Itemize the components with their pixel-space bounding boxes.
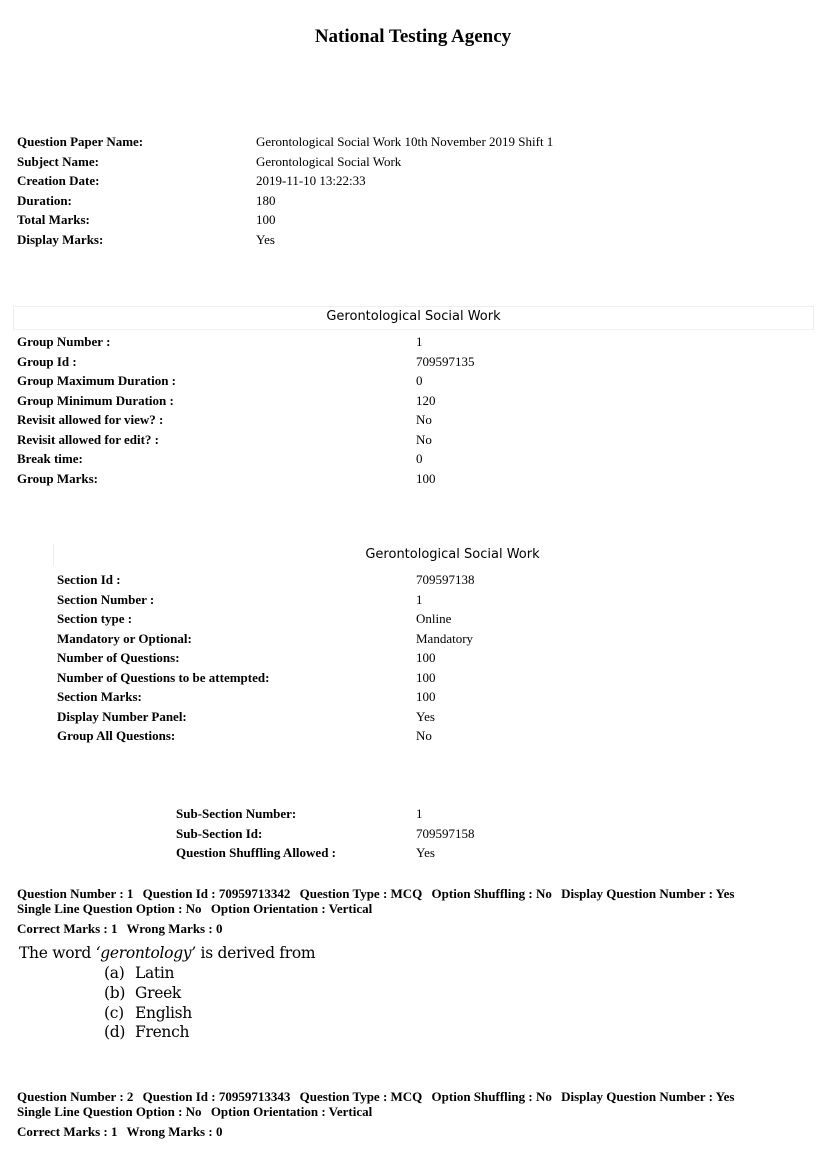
- section-info-row: [57, 629, 475, 649]
- group-info-row: [17, 410, 475, 430]
- option-item: [104, 964, 192, 984]
- section-info-row: [57, 668, 475, 688]
- field-value: 0: [416, 451, 423, 466]
- option-orientation: Option Orientation : Vertical: [210, 1104, 373, 1119]
- option-text: English: [135, 1003, 192, 1022]
- question-type: Question Type : MCQ: [299, 1089, 423, 1104]
- group-heading: Gerontological Social Work: [326, 309, 501, 324]
- field-label: Number of Questions:: [57, 650, 180, 665]
- question-number: Question Number : 1: [17, 886, 134, 901]
- display-question-number: Display Question Number : Yes: [561, 886, 735, 901]
- field-value: 1: [416, 334, 423, 349]
- option-item: [104, 1023, 192, 1043]
- group-info-row: [17, 371, 475, 391]
- question-text-term: ‘gerontology’: [95, 944, 196, 962]
- field-value: Yes: [256, 231, 275, 247]
- group-info-row: [17, 332, 475, 352]
- field-value: No: [416, 412, 432, 427]
- field-value: 1: [416, 806, 423, 821]
- question-marks-line: [17, 921, 807, 936]
- field-label: Section type :: [57, 611, 133, 626]
- section-heading: Gerontological Social Work: [365, 547, 540, 562]
- single-line-option: Single Line Question Option : No: [17, 901, 202, 916]
- option-item: [104, 1004, 192, 1024]
- correct-marks: Correct Marks : 1: [17, 1124, 118, 1139]
- field-value: 100: [416, 669, 436, 685]
- field-value: 180: [256, 192, 276, 208]
- field-label: Question Paper Name:: [17, 134, 144, 149]
- field-label: Group Minimum Duration :: [17, 392, 174, 408]
- section-info-row: [57, 590, 475, 610]
- section-info-row: [57, 570, 475, 590]
- field-label: Number of Questions to be attempted:: [57, 669, 270, 685]
- correct-marks: Correct Marks : 1: [17, 921, 118, 936]
- field-value: 2019-11-10 13:22:33: [256, 173, 366, 188]
- field-label: Revisit allowed for view? :: [17, 412, 164, 427]
- field-label: Mandatory or Optional:: [57, 630, 192, 646]
- section-info-row: [57, 726, 475, 746]
- question-meta-line: [17, 1089, 807, 1104]
- option-label: (d): [104, 1023, 126, 1042]
- field-label: Sub-Section Id:: [176, 825, 263, 841]
- field-value: Gerontological Social Work: [256, 153, 402, 169]
- subsection-info-row: [176, 824, 475, 844]
- option-text: Greek: [135, 983, 182, 1002]
- field-label: Group Marks:: [17, 470, 99, 486]
- subsection-info-row: [176, 804, 475, 824]
- group-info-row: [17, 469, 475, 489]
- field-label: Revisit allowed for edit? :: [17, 431, 160, 447]
- option-orientation: Option Orientation : Vertical: [210, 901, 373, 916]
- question-1-options: [104, 964, 192, 1043]
- paper-info-row: [17, 230, 553, 250]
- question-id: Question Id : 70959713343: [142, 1089, 291, 1104]
- question-marks-line: [17, 1124, 807, 1139]
- field-label: Group All Questions:: [57, 728, 176, 743]
- field-label: Break time:: [17, 451, 83, 466]
- field-label: Group Maximum Duration :: [17, 373, 177, 388]
- option-item: [104, 984, 192, 1004]
- question-meta-line: [17, 901, 807, 916]
- question-1-text: [19, 944, 315, 962]
- paper-info-row: [17, 152, 553, 172]
- group-info-table: [17, 332, 475, 488]
- field-label: Display Number Panel:: [57, 708, 187, 724]
- field-value: 100: [416, 689, 436, 704]
- field-value: No: [416, 431, 432, 447]
- subsection-info-row: [176, 843, 475, 863]
- option-label: (a): [104, 964, 125, 982]
- section-info-row: [57, 687, 475, 707]
- group-info-row: [17, 391, 475, 411]
- paper-info-row: [17, 171, 553, 191]
- field-value: 120: [416, 392, 436, 408]
- option-label: (b): [104, 983, 126, 1002]
- display-question-number: Display Question Number : Yes: [561, 1089, 735, 1104]
- field-value: Yes: [416, 845, 435, 860]
- field-label: Section Id :: [57, 572, 121, 587]
- question-number: Question Number : 2: [17, 1089, 134, 1104]
- field-value: Gerontological Social Work 10th November 2019 Shift 1: [256, 134, 554, 149]
- option-text: Latin: [135, 964, 175, 982]
- field-label: Duration:: [17, 192, 72, 208]
- field-value: 0: [416, 373, 423, 388]
- field-label: Group Number :: [17, 334, 111, 349]
- question-text-part: The word: [19, 944, 96, 962]
- paper-info-row: [17, 210, 553, 230]
- field-value: 1: [416, 591, 423, 607]
- field-label: Total Marks:: [17, 212, 90, 227]
- field-value: 709597138: [416, 572, 475, 587]
- wrong-marks: Wrong Marks : 0: [126, 921, 223, 936]
- field-label: Section Number :: [57, 591, 155, 607]
- question-meta-line: [17, 886, 807, 901]
- question-id: Question Id : 70959713342: [142, 886, 291, 901]
- field-label: Section Marks:: [57, 689, 142, 704]
- page-title: National Testing Agency: [314, 26, 512, 47]
- option-shuffling: Option Shuffling : No: [431, 886, 552, 901]
- subsection-info-table: [176, 804, 475, 863]
- option-label: (c): [104, 1003, 124, 1022]
- field-value: 100: [416, 650, 436, 665]
- field-value: 709597158: [416, 825, 475, 841]
- section-info-table: [57, 570, 475, 746]
- option-shuffling: Option Shuffling : No: [431, 1089, 552, 1104]
- group-info-row: [17, 449, 475, 469]
- paper-info-table: [17, 132, 553, 249]
- wrong-marks: Wrong Marks : 0: [126, 1124, 223, 1139]
- field-label: Sub-Section Number:: [176, 806, 297, 821]
- field-value: No: [416, 728, 432, 743]
- paper-info-row: [17, 132, 553, 152]
- single-line-option: Single Line Question Option : No: [17, 1104, 202, 1119]
- field-label: Group Id :: [17, 353, 77, 369]
- question-text-part: is derived from: [195, 944, 316, 962]
- question-1-meta: [17, 886, 807, 936]
- field-label: Subject Name:: [17, 153, 99, 169]
- field-value: 100: [256, 212, 276, 227]
- field-value: 100: [416, 470, 436, 486]
- section-info-row: [57, 707, 475, 727]
- group-info-row: [17, 352, 475, 372]
- section-info-row: [57, 609, 475, 629]
- question-meta-line: [17, 1104, 807, 1119]
- section-info-row: [57, 648, 475, 668]
- field-value: 709597135: [416, 353, 475, 369]
- option-text: French: [135, 1023, 190, 1042]
- field-value: Mandatory: [416, 630, 474, 646]
- field-label: Display Marks:: [17, 231, 104, 247]
- field-label: Creation Date:: [17, 173, 100, 188]
- paper-info-row: [17, 191, 553, 211]
- question-type: Question Type : MCQ: [299, 886, 423, 901]
- field-label: Question Shuffling Allowed :: [176, 845, 337, 860]
- field-value: Online: [416, 611, 452, 626]
- field-value: Yes: [416, 708, 435, 724]
- group-info-row: [17, 430, 475, 450]
- question-2-meta: [17, 1089, 807, 1139]
